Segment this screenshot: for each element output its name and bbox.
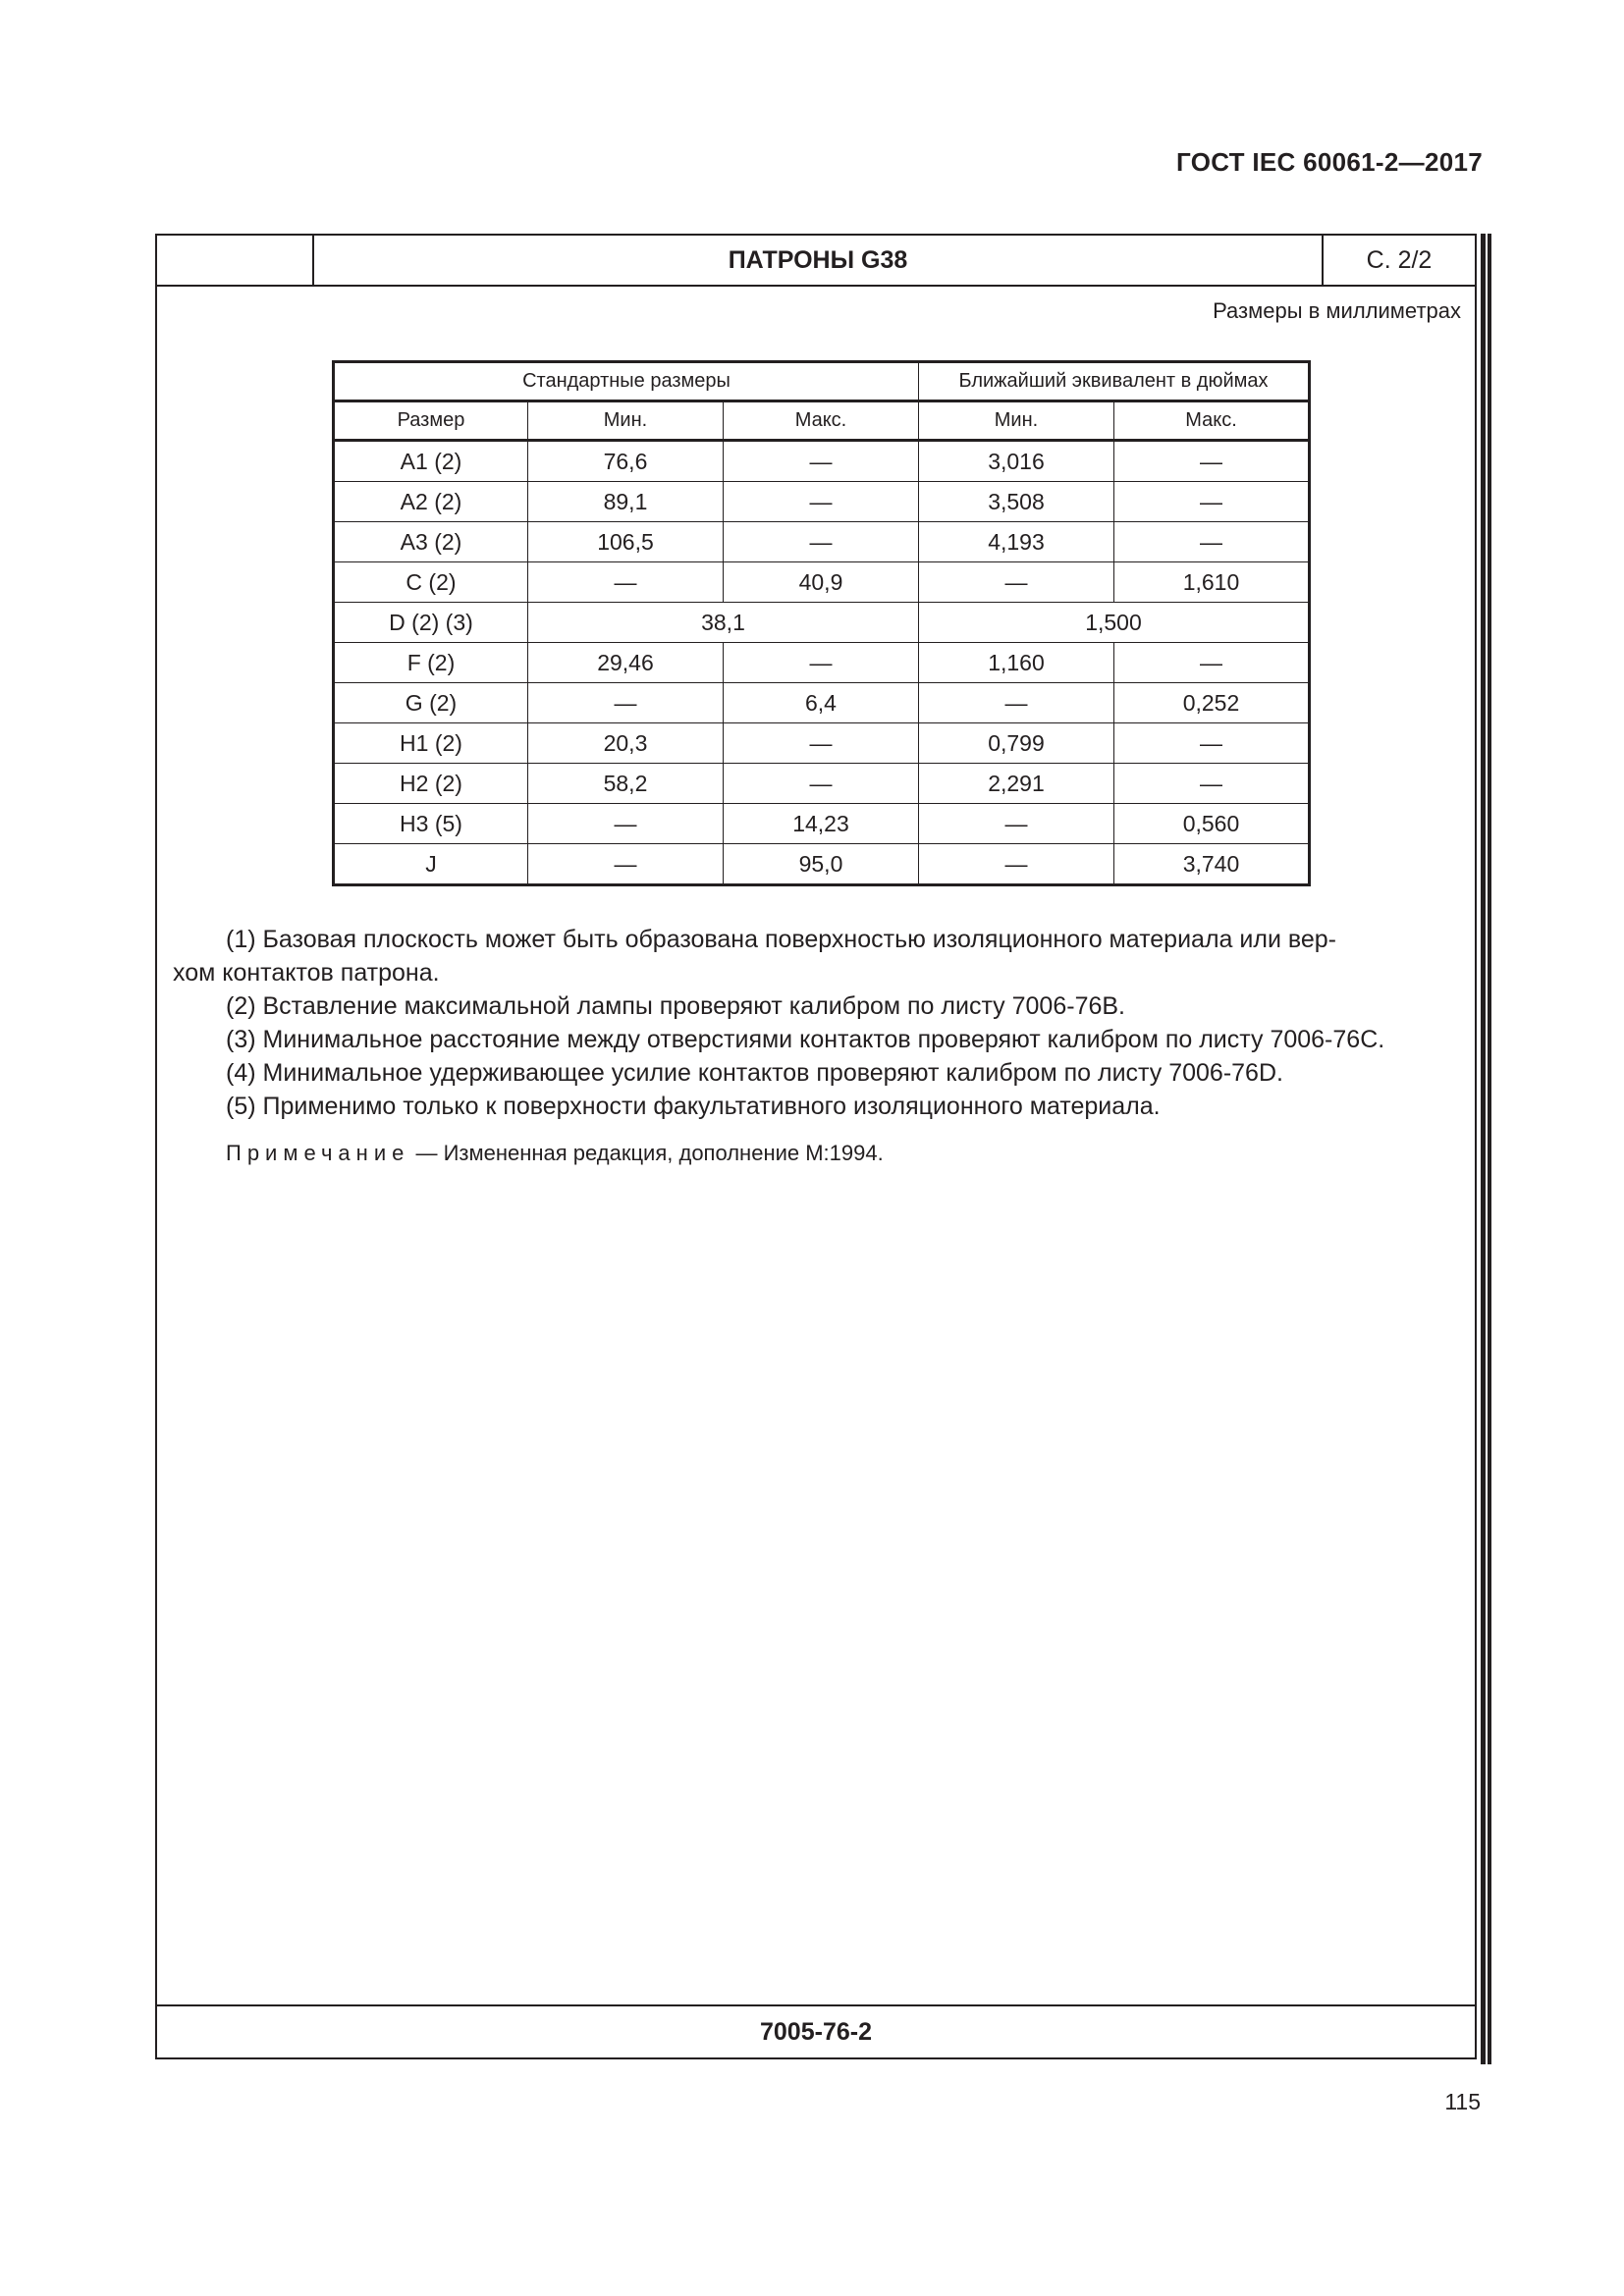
cell-size: C (2) — [334, 562, 528, 603]
footnote-2: (2) Вставление максимальной лампы проверяют калибром по листу 7006-76B. — [226, 992, 1125, 1020]
cell-max-mm: — — [723, 482, 918, 522]
dimensions-table — [332, 360, 1311, 886]
cell-max-mm: — — [723, 522, 918, 562]
frame-double-rule — [1488, 234, 1491, 2064]
table-row — [334, 723, 1310, 764]
cell-max-in: — — [1113, 482, 1309, 522]
cell-size: A2 (2) — [334, 482, 528, 522]
units-note: Размеры в миллиметрах — [1213, 298, 1461, 323]
table-row — [334, 643, 1310, 683]
cell-min-mm: 29,46 — [527, 643, 723, 683]
cell-min-in: — — [918, 804, 1113, 844]
cell-max-in: — — [1113, 764, 1309, 804]
table-row — [334, 804, 1310, 844]
cell-min-mm: 58,2 — [527, 764, 723, 804]
table-row — [334, 683, 1310, 723]
group-standard-header: Стандартные размеры — [334, 362, 919, 401]
cell-min-mm: 20,3 — [527, 723, 723, 764]
cell-max-in: — — [1113, 723, 1309, 764]
footnote-1-line-2: хом контактов патрона. — [173, 959, 440, 987]
cell-size: D (2) (3) — [334, 603, 528, 643]
cell-size: H3 (5) — [334, 804, 528, 844]
cell-max-in: 3,740 — [1113, 844, 1309, 885]
group-inch-header: Ближайший эквивалент в дюймах — [918, 362, 1309, 401]
cell-min-mm: — — [527, 683, 723, 723]
cell-min-mm: 89,1 — [527, 482, 723, 522]
cell-size: F (2) — [334, 643, 528, 683]
cell-max-mm: 14,23 — [723, 804, 918, 844]
frame-double-rule — [1481, 234, 1486, 2064]
cell-max-in: 0,560 — [1113, 804, 1309, 844]
cell-min-in: 1,160 — [918, 643, 1113, 683]
standard-designation: ГОСТ IEC 60061-2—2017 — [1176, 147, 1483, 177]
cell-max-in: — — [1113, 522, 1309, 562]
sheet-code: 7005-76-2 — [157, 2004, 1475, 2057]
sheet-title: ПАТРОНЫ G38 — [314, 236, 1324, 285]
cell-max-in: 1,610 — [1113, 562, 1309, 603]
header-empty-cell — [157, 236, 314, 285]
sheet-page-indicator: С. 2/2 — [1366, 245, 1433, 274]
cell-nominal-mm: 38,1 — [527, 603, 918, 643]
cell-size: A1 (2) — [334, 441, 528, 482]
cell-max-mm: — — [723, 723, 918, 764]
table-row — [334, 482, 1310, 522]
table-row — [334, 562, 1310, 603]
cell-min-in: — — [918, 844, 1113, 885]
col-size-header: Размер — [334, 401, 528, 441]
table-row — [334, 603, 1310, 643]
cell-size: H2 (2) — [334, 764, 528, 804]
remark — [226, 1141, 884, 1166]
cell-max-mm: 6,4 — [723, 683, 918, 723]
sheet-header — [157, 236, 1475, 287]
remark-label: Примечание — [226, 1141, 410, 1165]
footnote-4: (4) Минимальное удерживающее усилие контактов проверяют калибром по листу 7006-76D. — [226, 1059, 1283, 1087]
cell-size: G (2) — [334, 683, 528, 723]
cell-min-in: 3,016 — [918, 441, 1113, 482]
cell-min-mm: 106,5 — [527, 522, 723, 562]
col-max-mm-header: Макс. — [723, 401, 918, 441]
cell-min-in: — — [918, 683, 1113, 723]
table-row — [334, 441, 1310, 482]
cell-min-mm: — — [527, 804, 723, 844]
cell-size: J — [334, 844, 528, 885]
table-group-header-row — [334, 362, 1310, 401]
cell-max-mm: — — [723, 643, 918, 683]
col-max-in-header: Макс. — [1113, 401, 1309, 441]
cell-max-mm: — — [723, 441, 918, 482]
table-row — [334, 522, 1310, 562]
remark-text: — Измененная редакция, дополнение М:1994. — [409, 1141, 884, 1165]
footnote-1-line-1: (1) Базовая плоскость может быть образована поверхностью изоляционного материала или вер- — [226, 926, 1336, 953]
sheet-frame — [155, 234, 1477, 2059]
footnote-5: (5) Применимо только к поверхности факультативного изоляционного материала. — [226, 1093, 1161, 1120]
cell-max-in: 0,252 — [1113, 683, 1309, 723]
cell-max-mm: — — [723, 764, 918, 804]
cell-max-in: — — [1113, 441, 1309, 482]
cell-min-in: 3,508 — [918, 482, 1113, 522]
table-row — [334, 764, 1310, 804]
page-number: 115 — [1444, 2089, 1481, 2114]
cell-max-in: — — [1113, 643, 1309, 683]
cell-size: A3 (2) — [334, 522, 528, 562]
footnote-3: (3) Минимальное расстояние между отверстиями контактов проверяют калибром по листу 7006-76C. — [226, 1026, 1385, 1053]
cell-min-mm: 76,6 — [527, 441, 723, 482]
cell-max-mm: 40,9 — [723, 562, 918, 603]
col-min-mm-header: Мин. — [527, 401, 723, 441]
cell-min-in: 0,799 — [918, 723, 1113, 764]
table-column-header-row — [334, 401, 1310, 441]
table-row — [334, 844, 1310, 885]
cell-min-in: — — [918, 562, 1113, 603]
cell-max-mm: 95,0 — [723, 844, 918, 885]
footnotes — [157, 923, 1475, 1123]
cell-nominal-in: 1,500 — [918, 603, 1309, 643]
cell-min-in: 2,291 — [918, 764, 1113, 804]
cell-size: H1 (2) — [334, 723, 528, 764]
cell-min-mm: — — [527, 844, 723, 885]
cell-min-in: 4,193 — [918, 522, 1113, 562]
cell-min-mm: — — [527, 562, 723, 603]
col-min-in-header: Мин. — [918, 401, 1113, 441]
